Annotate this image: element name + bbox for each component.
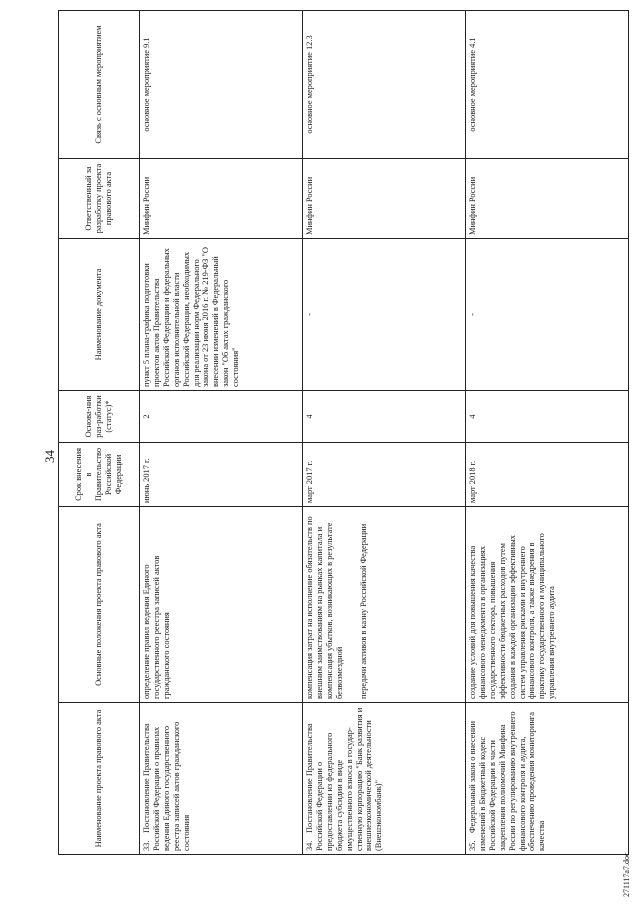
provisions-cell bbox=[303, 507, 466, 703]
provisions-cell bbox=[140, 507, 303, 703]
row-number: 35. bbox=[468, 840, 477, 851]
provisions-cell bbox=[466, 507, 629, 703]
document-cell: пункт 5 плана-графика подготовки проектов актов Правительства Российской Федерации и федеральных органов исполнительной власти Российской Федерации, необходимых для реализации норм Федерального закона от 23 июня 2016 г. № 219-ФЗ "О внесении изменений в Федеральный закон "Об актах гражданского состояния" bbox=[140, 239, 303, 391]
responsible-cell: Минфин России bbox=[140, 159, 303, 239]
basis-cell: 4 bbox=[303, 391, 466, 443]
act-name-cell bbox=[140, 703, 303, 855]
table-header-row bbox=[59, 11, 140, 855]
document-cell: - bbox=[466, 239, 629, 391]
act-name-cell bbox=[466, 703, 629, 855]
table-row bbox=[140, 11, 303, 855]
page-number: 34 bbox=[42, 450, 57, 463]
act-name: Постановление Правительства Российской Федерации о правилах ведения Единого государственного реестра записей актов гражданского состояния bbox=[142, 721, 191, 851]
responsible-cell: Минфин России bbox=[466, 159, 629, 239]
responsible-cell: Минфин России bbox=[303, 159, 466, 239]
provisions-text: компенсация затрат на исполнение обязательств по внешним заимствованиям на рынках капитала и компенсация убытков, возникающих в результате безвозмездной bbox=[305, 516, 344, 699]
link-cell: основное мероприятие 4.1 bbox=[466, 11, 629, 159]
footer-code: 271117a7.doc bbox=[622, 852, 631, 897]
provisions-text: определение правил ведения Единого государственного реестра записей актов гражданского состояния bbox=[142, 555, 171, 699]
legislative-plan-table bbox=[58, 10, 629, 855]
link-cell: основное мероприятие 9.1 bbox=[140, 11, 303, 159]
header-provisions: Основные положения проекта правового акта bbox=[59, 507, 140, 703]
link-cell: основное мероприятие 12.3 bbox=[303, 11, 466, 159]
deadline-cell: март 2017 г. bbox=[303, 443, 466, 507]
act-name: Федеральный закон о внесении изменений в Бюджетный кодекс Российской Федерации в части закрепления полномочий Минфина России по регулированию внутреннего финансового контроля и аудита, обеспечению проведения мониторинга качества bbox=[468, 711, 547, 851]
header-deadline: Срок внесения в Правительство Российской Федерации bbox=[59, 443, 140, 507]
document-cell: - bbox=[303, 239, 466, 391]
provisions-text: создание условий для повышения качества финансового менеджмента в организациях государственного сектора, повышения эффективности бюджетных расходов путем создания в каждой организации эффективных систем управления рисками и внутреннего финансового контроля, а также внедрения в практику государственного и муниципального управления внутреннего аудита bbox=[468, 533, 557, 699]
header-basis: Основа-ния раз-работки (статус)* bbox=[59, 391, 140, 443]
header-document: Наименование документа bbox=[59, 239, 140, 391]
provisions-text-continued: передачи активов в казну Российской Федерации bbox=[358, 523, 368, 699]
act-name-cell bbox=[303, 703, 466, 855]
header-link: Связь с основным мероприятием bbox=[59, 11, 140, 159]
basis-cell: 4 bbox=[466, 391, 629, 443]
row-number: 33. bbox=[142, 840, 151, 851]
table-row bbox=[303, 11, 466, 855]
table-row bbox=[466, 11, 629, 855]
row-number: 34. bbox=[305, 840, 314, 851]
header-act-name: Наименование проекта правового акта bbox=[59, 703, 140, 855]
header-responsible: Ответственный за разработку проекта правового акта bbox=[59, 159, 140, 239]
act-name: Постановление Правительства Российской Федерации о предоставлении из федерального бюджета субсидии в виде имущественного взноса в государ-ственную корпорацию "Банк развития и внешнеэкономической деятельности (Внешэкономбанк)" bbox=[305, 707, 384, 851]
basis-cell: 2 bbox=[140, 391, 303, 443]
deadline-cell: март 2018 г. bbox=[466, 443, 629, 507]
deadline-cell: июнь 2017 г. bbox=[140, 443, 303, 507]
